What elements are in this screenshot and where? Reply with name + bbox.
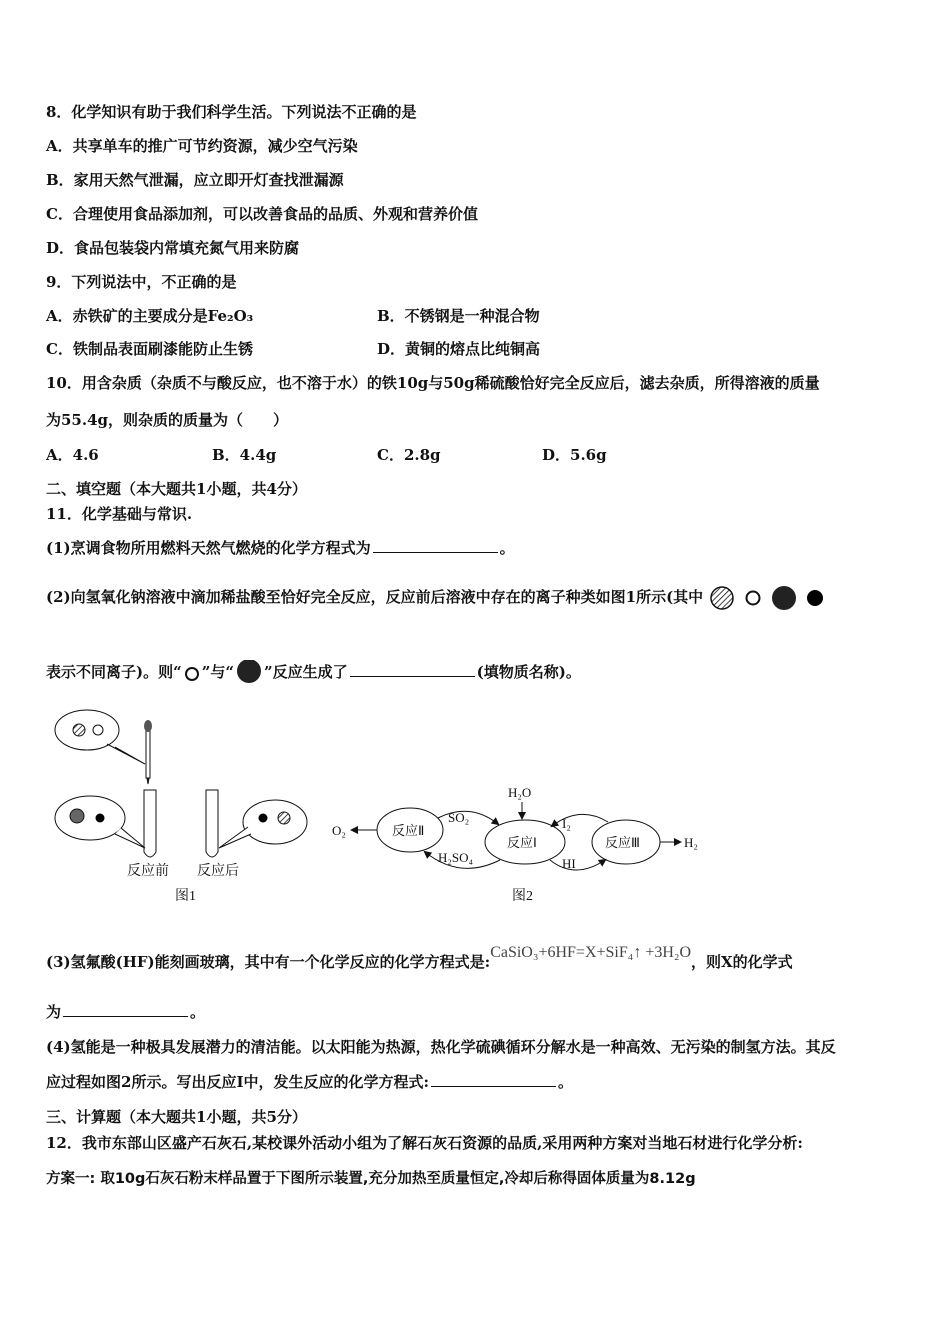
q12-stem: 12．我市东部山区盛产石灰石,某校课外活动小组为了解石灰石资源的品质,采用两种方案对当地石材进行化学分析:	[46, 1134, 803, 1152]
hollow-ion	[93, 725, 103, 735]
period: 。	[190, 1003, 206, 1021]
figure-2-caption: 图2	[512, 889, 533, 904]
hollow-ion-icon	[184, 665, 200, 681]
q11-part2-line1	[46, 585, 826, 611]
answer-blank	[350, 662, 475, 677]
o2-label: O₂	[332, 823, 346, 838]
q11-part2-text-b: 表示不同离子)。则“	[46, 663, 182, 681]
q10-option-c: C．2.8g	[377, 446, 441, 464]
q12-plan1: 方案一: 取10g石灰石粉末样品置于下图所示装置,充分加热至质量恒定,冷却后称得固体质量为8.12g	[46, 1171, 696, 1187]
q10-stem-line2: 为55.4g，则杂质的质量为（ ）	[46, 411, 289, 429]
q11-part4-line1: (4)氢能是一种极具发展潜力的清洁能。以太阳能为热源，热化学硫碘循环分解水是一种高效、无污染的制氢方法。其反	[46, 1038, 836, 1056]
dropper	[146, 730, 150, 778]
period: 。	[499, 539, 515, 557]
q11-part3-line1	[46, 944, 793, 973]
section-3-heading: 三、计算题（本大题共1小题，共5分）	[46, 1108, 307, 1126]
reaction-1-label: 反应Ⅰ	[507, 835, 537, 850]
h2-label: H₂	[684, 835, 698, 850]
i2-label: I₂	[562, 816, 571, 831]
q8-option-d: D．食品包装袋内常填充氮气用来防腐	[46, 239, 300, 257]
q9-stem: 9．下列说法中，不正确的是	[46, 273, 237, 291]
large-dark-ion-icon	[236, 660, 262, 686]
q11-stem: 11．化学基础与常识.	[46, 505, 193, 523]
q11-part2-text-e: (填物质名称)。	[476, 663, 581, 681]
hatched-ion	[73, 724, 85, 736]
hollow-ion-icon	[744, 589, 762, 607]
answer-blank	[431, 1072, 556, 1087]
label-after: 反应后	[197, 864, 239, 879]
q8-option-b: B．家用天然气泄漏，应立即开灯查找泄漏源	[46, 171, 344, 189]
reaction-3-label: 反应Ⅲ	[605, 835, 640, 850]
h2o-label: H₂O	[508, 785, 532, 800]
q11-part3-text-b: ，则X的化学式	[691, 953, 793, 971]
q8-option-a: A．共享单车的推广可节约资源，减少空气污染	[46, 137, 358, 155]
small-black-ion-icon	[806, 589, 824, 607]
q9-option-a: A．赤铁矿的主要成分是Fe₂O₃	[46, 307, 254, 325]
reaction-2-label: 反应Ⅱ	[392, 823, 425, 838]
chemical-equation: CaSiO₃+6HF=X+SiF₄↑ +3H₂O	[490, 944, 692, 961]
q9-option-c: C．铁制品表面刷漆能防止生锈	[46, 340, 253, 358]
q11-part2-line2	[46, 660, 581, 686]
so2-label: SO₂	[448, 810, 470, 825]
figure-2	[330, 780, 730, 910]
q11-part3-line2	[46, 1002, 205, 1022]
answer-blank	[63, 1002, 188, 1017]
q9-option-b: B．不锈钢是一种混合物	[377, 307, 540, 325]
q11-part2-text: (2)向氢氧化钠溶液中滴加稀盐酸至恰好完全反应，反应前后溶液中存在的离子种类如图1所示(其中	[46, 588, 704, 606]
hi-label: HI	[562, 856, 576, 871]
section-2-heading: 二、填空题（本大题共1小题，共4分）	[46, 480, 307, 498]
figure-1	[45, 700, 315, 910]
speech-bubble	[55, 710, 119, 750]
q11-part4-line2	[46, 1072, 573, 1092]
q10-stem-line1: 10．用含杂质（杂质不与酸反应，也不溶于水）的铁10g与50g稀硫酸恰好完全反应后，滤去杂质，所得溶液的质量	[46, 374, 820, 392]
period: 。	[558, 1073, 574, 1091]
large-dark-ion-icon	[771, 585, 797, 611]
q11-part3-text-c: 为	[46, 1003, 62, 1021]
label-before: 反应前	[127, 864, 169, 879]
q10-option-d: D．5.6g	[542, 446, 607, 464]
q11-part4-text: 应过程如图2所示。写出反应Ⅰ中，发生反应的化学方程式:	[46, 1073, 429, 1091]
q11-part1	[46, 538, 515, 558]
q11-part2-text-d: ”反应生成了	[264, 663, 348, 681]
hatched-ion-icon	[710, 586, 734, 610]
q8-option-c: C．合理使用食品添加剂，可以改善食品的品质、外观和营养价值	[46, 205, 478, 223]
answer-blank	[373, 538, 498, 553]
q11-part2-text-c: ”与“	[201, 663, 234, 681]
q11-part3-text: (3)氢氟酸(HF)能刻画玻璃，其中有一个化学反应的化学方程式是:	[46, 953, 491, 971]
q10-option-b: B．4.4g	[212, 446, 277, 464]
q9-option-d: D．黄铜的熔点比纯铜高	[377, 340, 541, 358]
q8-stem: 8．化学知识有助于我们科学生活。下列说法不正确的是	[46, 103, 417, 121]
q10-option-a: A．4.6	[46, 446, 99, 464]
h2so4-label: H₂SO₄	[438, 850, 474, 865]
figure-1-caption: 图1	[175, 889, 196, 904]
q11-part1-text: (1)烹调食物所用燃料天然气燃烧的化学方程式为	[46, 539, 371, 557]
